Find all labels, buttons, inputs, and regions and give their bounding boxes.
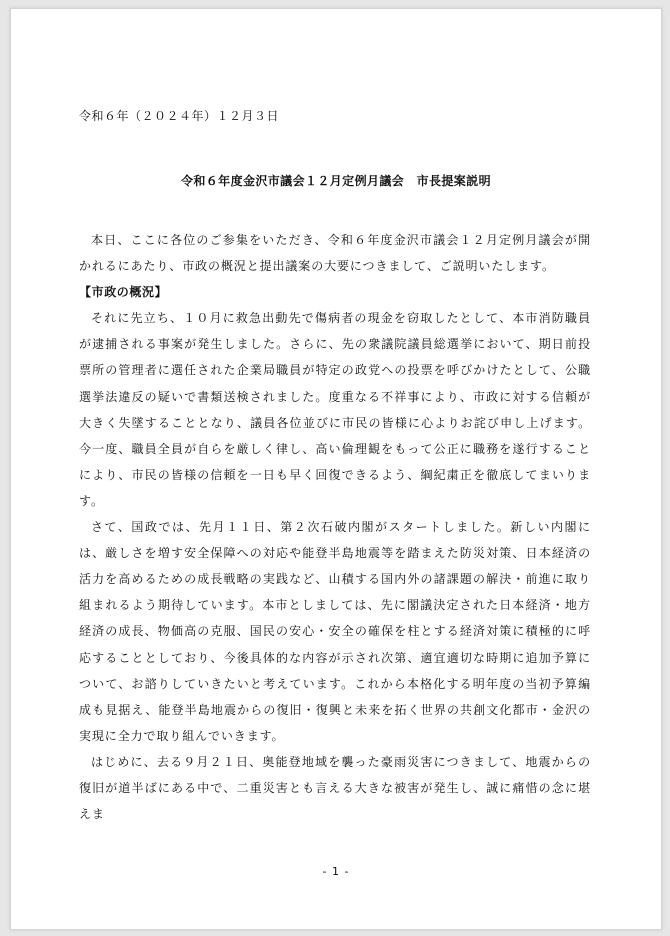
body-paragraph-3: はじめに、去る９月２１日、奥能登地域を襲った豪雨災害につきまして、地震からの復旧が道半ばにある中で、二重災害とも言える大きな被害が発生し、誠に痛惜の念に堪えま (79, 754, 591, 822)
body-paragraph-1: それに先立ち、１０月に救急出動先で傷病者の現金を窃取したとして、本市消防職員が逮捕される事案が発生しました。さらに、先の衆議院議員総選挙において、期日前投票所の管理者に選任された企業局職員が特定の政党への投票を呼びかけたとして、公職選挙法違反の疑いで書類送検されました。度重なる不祥事により、市政に対する信頼が大きく失墜することとなり、議員各位並びに市民の皆様に心よりお詫び申し上げます。今一度、職員全員が自らを厳しく律し、高い倫理観をもって公正に職務を遂行することにより、市民の皆様の信頼を一日も早く回復できるよう、綱紀粛正を徹底してまいります。 (79, 311, 591, 508)
document-body (79, 227, 591, 827)
document-title: 令和６年度金沢市議会１２月定例月議会 市長提案説明 (180, 174, 491, 188)
intro-paragraph: 本日、ここに各位のご参集をいただき、令和６年度金沢市議会１２月定例月議会が開かれるにあたり、市政の概況と提出議案の大要につきまして、ご説明いたします。 (79, 233, 591, 274)
document-date: 令和６年（２０２４年）１２月３日 (79, 109, 280, 123)
document-page (10, 8, 662, 930)
page-number: - 1 - (322, 865, 350, 878)
section-heading: 【市政の概況】 (79, 285, 168, 300)
body-paragraph-2: さて、国政では、先月１１日、第２次石破内閣がスタートしました。新しい内閣には、厳しさを増す安全保障への対応や能登半島地震等を踏まえた防災対策、日本経済の活力を高めるための成長戦略の実践など、山積する国内外の諸課題の解決・前進に取り組まれるよう期待しています。本市としましては、先に閣議決定された日本経済・地方経済の成長、物価高の克服、国民の安心・安全の確保を柱とする経済対策に積極的に呼応することとしており、今後具体的な内容が示され次第、適宜適切な時期に追加予算について、お諮りしていきたいと考えています。これから本格化する明年度の当初予算編成も見据え、能登半島地震からの復旧・復興と未来を拓く世界の共創文化都市・金沢の実現に全力で取り組んでいきます。 (79, 520, 591, 743)
